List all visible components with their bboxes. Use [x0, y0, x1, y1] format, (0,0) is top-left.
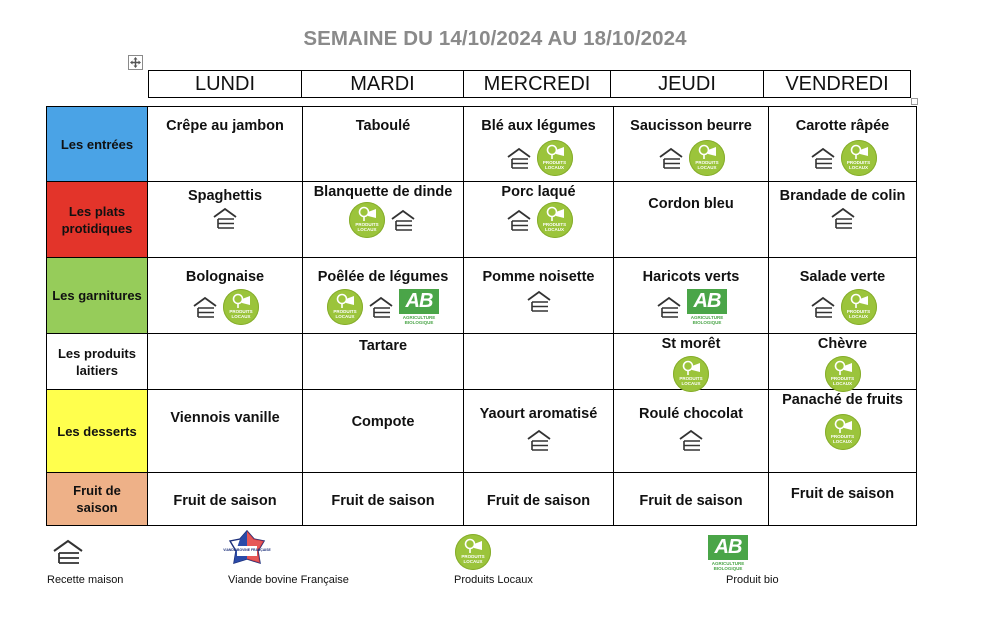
day-header-row [148, 70, 911, 98]
dish-icons [673, 356, 709, 392]
category-label: Fruit de saison [73, 483, 121, 515]
dish-name: Bolognaise [185, 269, 265, 285]
dish-name: Roulé chocolat [639, 406, 743, 422]
table-move-handle[interactable] [128, 55, 143, 70]
dish-name: Saucisson beurre [630, 118, 752, 134]
dish-icons [829, 206, 857, 230]
house-icon [211, 206, 239, 230]
menu-cell [148, 473, 303, 526]
menu-cell [769, 107, 917, 182]
local-products-icon: PRODUITS LOCAUX [689, 140, 725, 176]
dish-name: Fruit de saison [790, 486, 895, 502]
legend-french-beef-icon [223, 529, 271, 572]
category-cell [47, 390, 148, 473]
dish-name: Yaourt aromatisé [479, 406, 598, 422]
local-products-icon: PRODUITS LOCAUX [537, 140, 573, 176]
dish-name: Panaché de fruits [782, 392, 903, 408]
dish-name: Crêpe au jambon [166, 118, 284, 134]
house-icon [657, 146, 685, 170]
category-label: Les entrées [60, 136, 134, 152]
menu-cell [464, 473, 614, 526]
menu-cell [303, 390, 464, 473]
house-icon [505, 146, 533, 170]
legend-organic-label: Produit bio [726, 574, 779, 586]
category-label: Les garnitures [52, 288, 142, 303]
dish-icons [657, 140, 725, 176]
dish-icons [327, 289, 439, 325]
menu-cell [303, 107, 464, 182]
house-icon [525, 428, 553, 452]
legend-local-products-icon: PRODUITS LOCAUX [455, 534, 491, 570]
dish-name: Cordon bleu [648, 196, 734, 212]
legend-house-icon [50, 538, 86, 571]
menu-table [46, 106, 917, 526]
day-header: MARDI [302, 71, 464, 98]
day-header: MERCREDI [464, 71, 611, 98]
day-header: JEUDI [611, 71, 764, 98]
day-header: LUNDI [149, 71, 302, 98]
dish-name: St morêt [661, 336, 721, 352]
menu-cell [769, 182, 917, 258]
table-resize-handle[interactable] [911, 98, 918, 105]
menu-cell [464, 107, 614, 182]
dish-icons [825, 414, 861, 450]
dish-icons [809, 289, 877, 325]
menu-cell [148, 182, 303, 258]
dish-name: Tartare [358, 338, 408, 354]
legend-organic-icon: AB AGRICULTURE BIOLOGIQUE [708, 535, 748, 571]
dish-icons [525, 428, 553, 452]
menu-cell [148, 258, 303, 334]
dish-name: Pomme noisette [482, 269, 595, 285]
menu-cell [614, 334, 769, 390]
category-label: Les desserts [57, 423, 137, 439]
local-products-icon: PRODUITS LOCAUX [841, 140, 877, 176]
category-cell [47, 182, 148, 258]
dish-name: Brandade de colin [779, 188, 906, 204]
house-icon [525, 289, 553, 313]
dish-name: Spaghettis [187, 188, 263, 204]
menu-cell [464, 334, 614, 390]
house-icon [677, 428, 705, 452]
menu-cell [303, 182, 464, 258]
organic-icon: AB AGRICULTURE BIOLOGIQUE [687, 289, 727, 325]
dish-icons [809, 140, 877, 176]
legend-house-label: Recette maison [47, 574, 124, 586]
dish-icons [349, 202, 417, 238]
menu-cell [614, 182, 769, 258]
dish-name: Fruit de saison [639, 493, 743, 509]
dish-icons [191, 289, 259, 325]
dish-name: Fruit de saison [173, 493, 277, 509]
menu-cell [614, 107, 769, 182]
dish-icons [655, 289, 727, 325]
menu-cell [303, 258, 464, 334]
dish-name: Porc laqué [501, 184, 576, 200]
dish-name: Poêlée de légumes [317, 269, 449, 285]
dish-name: Fruit de saison [331, 493, 435, 509]
local-products-icon: PRODUITS LOCAUX [537, 202, 573, 238]
legend-beef-label: Viande bovine Française [228, 574, 349, 586]
local-products-icon: PRODUITS LOCAUX [825, 356, 861, 392]
house-icon [655, 295, 683, 319]
menu-cell [303, 334, 464, 390]
dish-name: Carotte râpée [795, 118, 890, 134]
local-products-icon: PRODUITS LOCAUX [841, 289, 877, 325]
category-cell [47, 473, 148, 526]
menu-cell [769, 258, 917, 334]
menu-cell [614, 473, 769, 526]
menu-cell [464, 182, 614, 258]
dish-icons [825, 356, 861, 392]
menu-cell [464, 390, 614, 473]
legend-local-label: Produits Locaux [454, 574, 533, 586]
dish-icons [505, 140, 573, 176]
category-label: Les plats protidiques [61, 203, 133, 236]
menu-cell [148, 390, 303, 473]
house-icon [809, 295, 837, 319]
house-icon [829, 206, 857, 230]
day-header: VENDREDI [764, 71, 911, 98]
category-cell [47, 107, 148, 182]
local-products-icon: PRODUITS LOCAUX [349, 202, 385, 238]
menu-cell [303, 473, 464, 526]
menu-cell [769, 473, 917, 526]
dish-name: Blé aux légumes [481, 118, 596, 134]
menu-cell [464, 258, 614, 334]
page-title: SEMAINE DU 14/10/2024 AU 18/10/2024 [303, 27, 687, 50]
local-products-icon: PRODUITS LOCAUX [825, 414, 861, 450]
category-label: Les produits laitiers [57, 345, 136, 378]
house-icon [191, 295, 219, 319]
dish-name: Haricots verts [642, 269, 740, 285]
house-icon [389, 208, 417, 232]
dish-name: Viennois vanille [170, 410, 280, 426]
local-products-icon: PRODUITS LOCAUX [327, 289, 363, 325]
dish-icons [505, 202, 573, 238]
menu-cell [769, 390, 917, 473]
category-cell [47, 334, 148, 390]
menu-cell [148, 107, 303, 182]
dish-icons [211, 206, 239, 230]
dish-name: Chèvre [817, 336, 868, 352]
menu-cell [769, 334, 917, 390]
dish-name: Fruit de saison [486, 493, 591, 509]
dish-icons [525, 289, 553, 313]
dish-name: Taboulé [355, 118, 411, 134]
move-arrows-icon [130, 57, 141, 68]
menu-cell [614, 390, 769, 473]
beef-logo-text: VIANDE BOVINE FRANÇAISE [223, 548, 271, 552]
house-icon [505, 208, 533, 232]
category-cell [47, 258, 148, 334]
local-products-icon: PRODUITS LOCAUX [673, 356, 709, 392]
dish-icons [677, 428, 705, 452]
dish-name: Compote [351, 414, 415, 430]
house-icon [809, 146, 837, 170]
dish-name: Blanquette de dinde [313, 184, 453, 200]
house-icon [367, 295, 395, 319]
menu-cell [614, 258, 769, 334]
menu-cell [148, 334, 303, 390]
dish-name: Salade verte [799, 269, 886, 285]
organic-icon: AB AGRICULTURE BIOLOGIQUE [399, 289, 439, 325]
local-products-icon: PRODUITS LOCAUX [223, 289, 259, 325]
